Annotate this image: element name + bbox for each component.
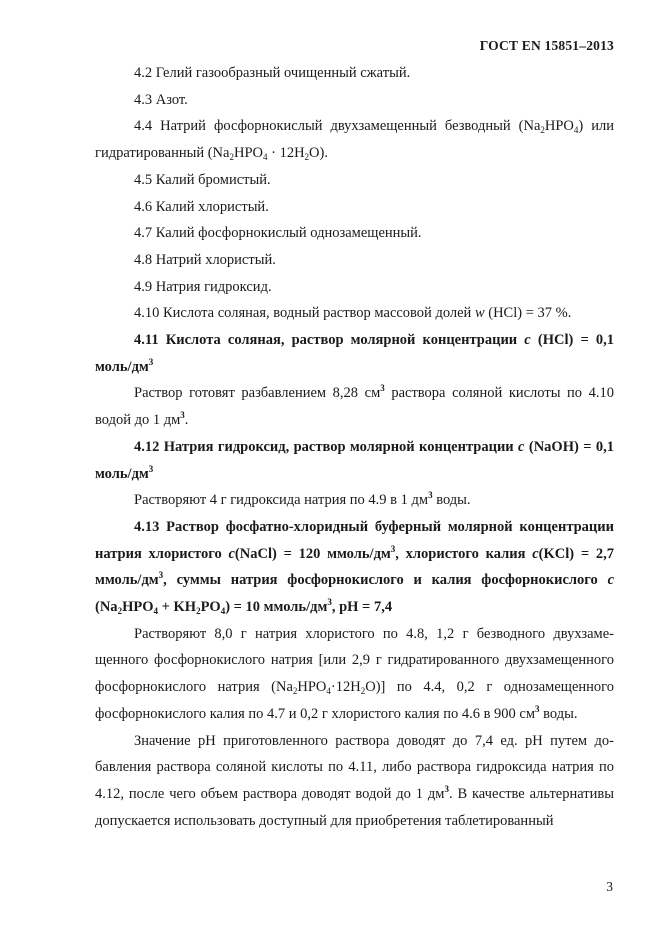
paragraph-ph-adjustment: Значение pH приготовленного раствора доводят до 7,4 ед. pH путем добавления раствора соляной кислоты по 4.11, либо раствора гидроксида натрия по 4.12, после чего объем раствора доводят водой до 1 $дм^3$. В качестве альтернативы допускается использовать доступный для приобретения таблетированный: [95, 732, 614, 829]
document-body: [95, 60, 614, 834]
paragraph-4-3: 4.3 Азот.: [134, 91, 188, 108]
heading-4-12: 4.12 Натрия гидроксид, раствор молярной концентрации c (NaOH) = 0,1 моль/$дм^3$: [95, 438, 614, 482]
paragraph-4-5: 4.5 Калий бромистый.: [134, 171, 271, 188]
paragraph-4-10: 4.10 Кислота соляная, водный раствор массовой долей w (HCl) = 37 %.: [134, 305, 572, 322]
heading-4-13: 4.13 Раствор фосфатно-хлоридный буферный молярной концентрации натрия хлористого c(NaCl) = 120 ммоль/$дм^3$, хлористого калия c(KCl) = 2,7 ммоль/$дм^3$, суммы натрия фосфорнокислого и калия фосфорнокислого c $(Na_2HPO_4 + KH_2PO_4) = 10$ ммоль/$дм^3$, pH = 7,4: [95, 518, 614, 617]
page-number: 3: [606, 879, 613, 894]
heading-4-11: 4.11 Кислота соляная, раствор молярной концентрации c (HCl) = 0,1 моль/$дм^3$: [95, 332, 614, 375]
paragraph-4-8: 4.8 Натрий хлористый.: [134, 251, 276, 268]
paragraph-4-4: 4.4 Натрий фосфорнокислый двухзамещенный безводный $(Na_2HPO_4)$ или гидратированный $(Na_2HPO_4 \cdot 12H_2O)$.: [95, 118, 614, 163]
paragraph-4-9: 4.9 Натрия гидроксид.: [134, 278, 272, 295]
paragraph-4-6: 4.6 Калий хлористый.: [134, 198, 269, 215]
paragraph-4-2: 4.2 Гелий газообразный очищенный сжатый.: [134, 65, 411, 81]
paragraph-4-7: 4.7 Калий фосфорнокислый однозамещенный.: [134, 225, 422, 242]
document-standard-code: ГОСТ EN 15851–2013: [479, 38, 614, 53]
paragraph-4-13-text: Растворяют 8,0 г натрия хлористого по 4.8, 1,2 г безводного двухзамещенного фосфорнокислого натрия [или 2,9 г гидратированного двухзамещенного фосфорнокислого натрия $(Na_2HPO_4\cdot 12H_2O)$] по 4.4, 0,2 г однозамещенного фосфорнокислого калия по 4.7 и 0,2 г хлористого калия по 4.6 в 900 $см^3$ воды.: [95, 625, 614, 722]
paragraph-4-12-text: Растворяют 4 г гидроксида натрия по 4.9 в 1 $дм^3$ воды.: [134, 490, 471, 509]
paragraph-4-11-text: Раствор готовят разбавлением 8,28 $см^3$ раствора соляной кислоты по 4.10 водой до 1 $дм^3$.: [95, 383, 614, 429]
